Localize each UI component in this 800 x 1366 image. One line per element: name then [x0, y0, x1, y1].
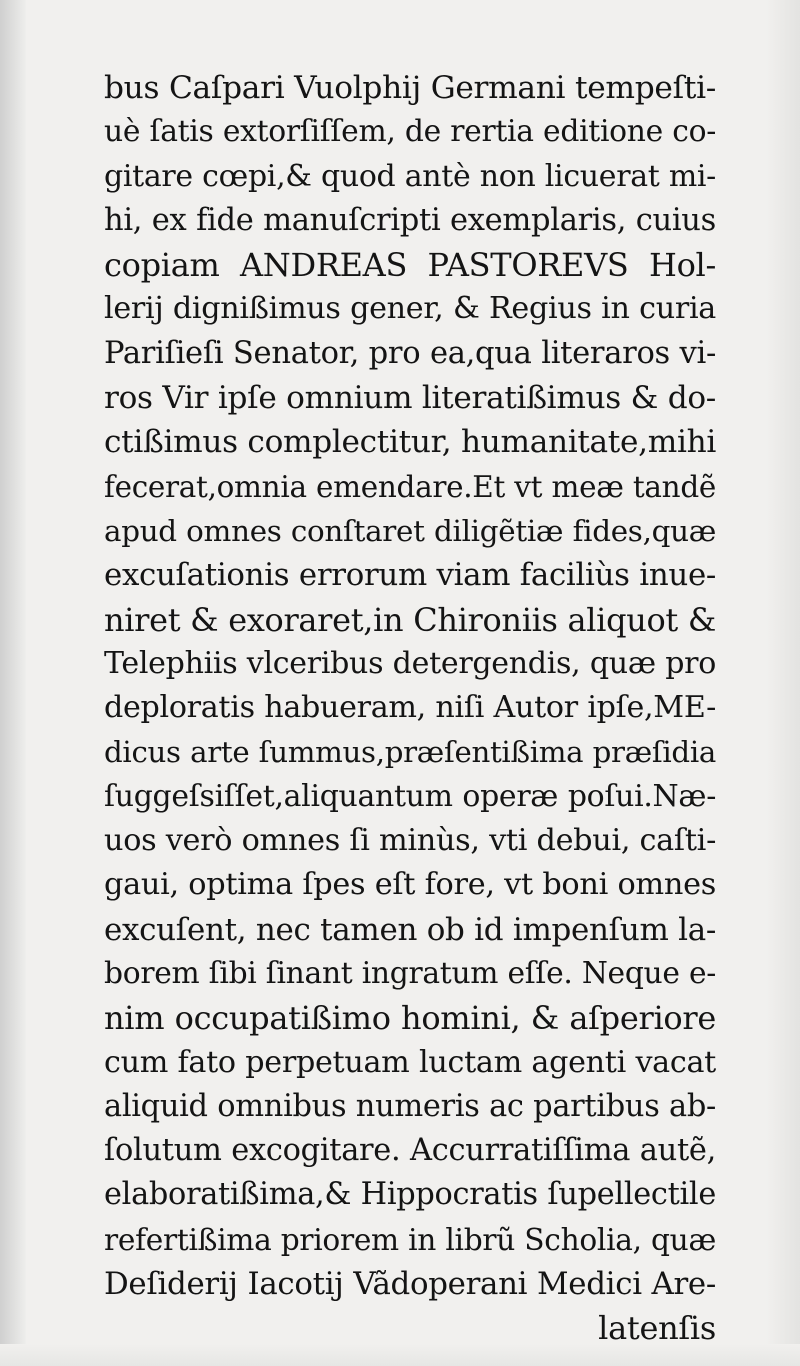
text-line: ſuggeſsiſſet,aliquantum operæ poſui.Næ- [104, 778, 716, 814]
text-line: borem ſibi ſinant ingratum eſſe. Neque e- [104, 955, 716, 991]
text-line: deploratis habueram, niſi Autor ipſe,ME- [104, 690, 716, 726]
text-line: aliquid omnibus numeris ac partibus ab- [104, 1088, 716, 1124]
text-line: ſolutum excogitare. Accurratiſſima autẽ, [104, 1133, 716, 1169]
text-line: ctißimus complectitur, humanitate,mihi [104, 424, 716, 461]
text-line: cum fato perpetuam luctam agenti vacat [104, 1044, 716, 1080]
text-line: nim occupatißimo homini, & aſperiore [104, 999, 716, 1038]
text-line: lerij dignißimus gener, & Regius in curia [104, 291, 716, 327]
text-line: fecerat,omnia emendare.Et vt meæ tandẽ [104, 469, 716, 504]
text-line: Telephiis vlceribus detergendis, quæ pro [104, 645, 716, 681]
text-line: Deſiderij Iacotij Vãdoperani Medici Are- [104, 1266, 716, 1303]
text-line: niret & exoraret,in Chironiis aliquot & [104, 600, 716, 639]
text-line: ros Vir ipſe omnium literatißimus & do- [104, 380, 716, 417]
text-line: excuſent, nec tamen ob id impenſum la- [104, 911, 716, 948]
text-line: gaui, optima ſpes eſt fore, vt boni omnes [104, 867, 716, 903]
text-line: excuſationis errorum viam faciliùs inue- [104, 557, 716, 594]
text-line: elaboratißima,& Hippocratis ſupellectile [104, 1177, 716, 1213]
text-line: hi, ex fide manuſcripti exemplaris, cuius [104, 202, 716, 238]
text-line: refertißima priorem in librũ Scholia, quæ [104, 1221, 716, 1257]
text-line: bus Caſpari Vuolphij Germani tempeſti- [104, 70, 716, 106]
page-edge-shadow [766, 0, 800, 1366]
text-line: copiam ANDREAS PASTOREVS Hol- [104, 246, 716, 285]
text-line: gitare cœpi,& quod antè non licuerat mi- [104, 158, 716, 194]
text-line: dicus arte ſummus,præſentißima præſidia [104, 735, 716, 770]
text-line: Pariſieſi Senator, pro ea,qua literaros vi- [104, 335, 716, 371]
text-line: uè ſatis extorſiſſem, de rertia editione co- [104, 114, 716, 150]
text-line: apud omnes conſtaret diligẽtiæ fides,quæ [104, 513, 716, 548]
body-text [104, 66, 716, 1351]
page-gutter-shadow [0, 0, 26, 1366]
catchword: latenſis [598, 1309, 716, 1348]
text-line: uos verò omnes ſi minùs, vti debui, caſti- [104, 823, 716, 859]
